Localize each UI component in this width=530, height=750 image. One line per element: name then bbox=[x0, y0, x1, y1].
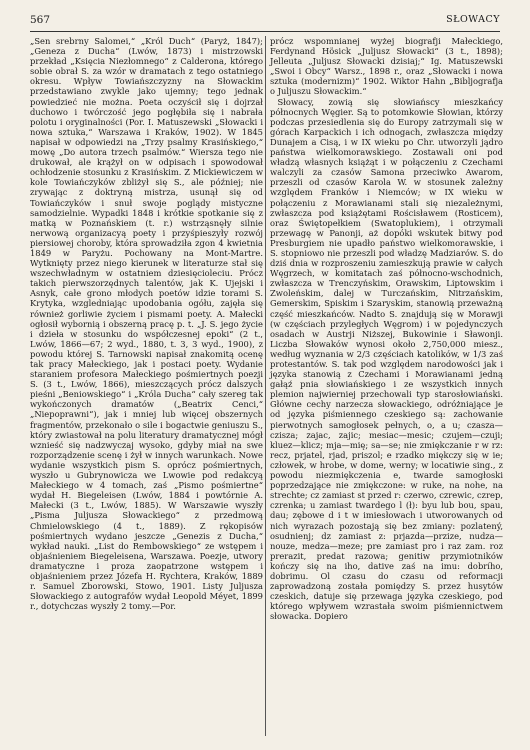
right-column bbox=[270, 36, 503, 621]
page-header bbox=[30, 14, 500, 28]
left-column bbox=[30, 36, 263, 611]
running-head: SŁOWACY bbox=[446, 14, 500, 25]
column-divider bbox=[265, 36, 266, 736]
paragraph: „Sen srebrny Salomei,“ „Król Duch“ (Paryż, 1847); „Geneza z Ducha“ (Lwów, 1873) i mistrzowski przekład „Księcia Niezłomnego“ z Calderona, którego sobie obrał S. za wzór w dramatach z tego ostatniego okresu. Wpływ Towiańszczyzny na Słowackim przedstawiano zwykle jako ujemny; tego jednak powiedzieć nie można. Poeta oczyścił się i dojrzał duchowo i twórczość jego pogłębiła się i nabrała polotu i oryginalności (Por. I. Matuszewski „Słowacki i nowa sztuka,“ Warszawa i Kraków, 1902). W 1845 napisał w odpowiedzi na „Trzy psalmy Krasińskiego,“ mowę „Do autora trzech psalmów.“ Wiersza tego nie drukował, ale krążył on w odpisach i spowodował ochłodzenie stosunku z Krasińskim. Z Mickiewiczem w kole Towiańczyków zbliżył się S., ale później; nie zrywając z doktryną mistrza, usunął się od Towiańczyków i snuł swoje poglądy mistyczne samodzielnie. Wypadki 1848 i krótkie spotkanie się z matką w Poznańskiem (t. r.) wstrząsnęły silnie nerwową organizacyą poety i przyśpieszyły rozwój piersiowej choroby, która sprowadziła zgon 4 kwietnia 1849 w Paryżu. Pochowany na Mont-Martre. Wytknięty przez niego kierunek w literaturze stał się wszechwładnym w ostatniem dziesięcioleciu. Prócz takich pierwszorzędnych talentów, jak K. Ujejski i Asnyk, całe grono młodych poetów idzie torami S. Krytyka, wzgledniając upodobania ogółu, zajęła się również gorliwie życiem i pismami poety. A. Małecki ogłosił wybornią i obszerną pracę p. t. „J. S. jego życie i dzieła w stosunku do współczesnej epoki“ (2 t., Lwów, 1866—67; 2 wyd., 1880, t. 3, 3 wyd., 1900), z powodu której S. Tarnowski napisał znakomitą ocenę tak pracy Małeckiego, jak i postaci poety. Wydanie staraniem profesora Małeckiego pośmiertnych poezji S. (3 t., Lwów, 1866), mieszczących prócz dalszych pieśni „Beniowskiego“ i „Króla Ducha“ cały szereg tak wykończonych dramatów („Beatrix Cenci,“ „Niepoprawni“), jak i mniej lub więcej obszernych fragmentów, przekonało o sile i bogactwie geniuszu S., który zwiastował na polu literatury dramatycznej mógł wznieść się nadzwyczaj wysoko, gdyby miał na swe rozporządzenie scenę i żył w innych warunkach. Nowe wydanie wszystkich pism S. oprócz pośmiertnych, wyszło u Gubrynowicza we Lwowie pod redakcyą Małeckiego w 4 tomach, zaś „Pismo pośmiertne“ wydał H. Biegeleisen (Lwów, 1884 i powtórnie A. Małecki (3 t., Lwów, 1885). W Warszawie wyszły „Pisma Juljusza Słowackiego“ z przedmową Chmielowskiego (4 t., 1889). Z rękopisów pośmiertnych wydano jeszcze „Genezis z Ducha,“ wykład nauki. „List do Rembowskiego“ ze wstępem i objaśnieniem Biegeleisena, Warszawa. Poezje, utwory dramatyczne i proza zaopatrzone wstępem i objaśnieniem przez Józefa H. Rychtera, Kraków, 1889 r. Samuel Zborowski, Stowo, 1901. Listy Juljusza Słowackiego z autografów wydał Leopold Méyet, 1899 r., dotychczas wyszły 2 tomy.—Por. bbox=[30, 36, 263, 612]
header-rule bbox=[30, 31, 500, 32]
paragraph: prócz wspomnianej wyżej biografji Małeckiego, Ferdynand Hösick „Juljusz Słowacki“ (3 t., 1898); Jelleuta „Juljusz Słowacki dzisiaj;“ Ig. Matuszewski „Swoi i Obcy“ Warsz., 1898 r., oraz „Słowacki i nowa sztuka (modernizm)“ 1902. Wiktor Hahn „Bibljografja o Juljuszu Słowackim.“ bbox=[270, 36, 503, 97]
page-number: 567 bbox=[30, 14, 51, 26]
paragraph: Słowacy, zowią się słowiańscy mieszkańcy północnych Węgier. Są to potomkowie Słowian, którzy podczas przesiedlenia się do Europy zatrzymali się w górach Karpackich i ich odnogach, zwłaszcza między Dunajem a Cisą, i w IX wieku po Chr. utworzyli jądro państwa wielkomorawskiego. Zostawali oni pod władzą własnych książąt i w połączeniu z Czechami walczyli za czasów Samona przeciwko Awarom, przeszli od czasów Karola W. w stosunek zależny względem Franków i Niemców; w IX wieku w połączeniu z Morawianami stali się niezależnymi, zwłaszcza pod książętami Rościsławem (Rosticem), oraz Świętopełkiem (Swatoplukiem), i otrzymali przewagę w Panonji, aż dopóki wskutek bitwy pod Presburgiem nie upadło państwo wielkomorawskie, i S. stopniowo nie przeszli pod władzę Madziarów. S. do dziś dnia w rozproszeniu zamieszkują prawie w całych Węgrzech, w komitatach zaś północno-wschodnich, zwłaszcza w Trenczyńskim, Orawskim, Liptowskim i Zwoleńskim, dalej w Turczańskim, Nitrzańskim, Gemerskim, Spiskim i Szaryskim, stanowią przeważną część mieszkańców. Nadto S. znajdują się w Morawji (w częściach przyległych Węgrom) i w pojedynczych osadach w Austrji Niższej, Bukowinie i Sławonji. Liczba Słowaków wynosi około 2,750,000 miesz., według wyznania w 2/3 częściach katolików, w 1/3 zaś protestantów. S. tak pod względem narodowości jak i języka stanowią z Czechami i Morawianami jedną gałąź pnia słowiańskiego i ze wszystkich innych plemion najwierniej przechowali typ starosłowiański. Główne cechy narzecza słowackiego, odróżniające je od języka piśmiennego czeskiego są: zachowanie pierwotnych samogłosek pełnych, o, a u; czasza—czisza; zajac, zajic; mesiac—mesic; czujem—czuji; kluez—klicz; mja—mię; sa—se; nie zmiękczanie r w rz: recz, prjatel, rjad, priszol; e rzadko miękczy się w ie; człowek, w hrobe, w dome, werny; w locatiwie sing., z powodu niezmiękczenia e, twarde samogłoski poprzedzające nie zmiękczone: w ruke, na nohe, na strechte; cz zamiast st przed r: czerwo, czrewic, czrep, czrenka; u zamiast twardego l (ł): byu lub bou, spau, dau; zębowe d i t w imiesłowach i utworowanych od nich wyrazach pozostają się bez zmiany: pozlatený, osudnienj; dz zamiast z: prjazda—przize, nudza—nouze, medza—meze; pre zamiast pro i raz zam. roz prerazit, predat razowa; genitiw przymiotników kończy się na iho, dative zaś na imu: dobrího, dobrimu. Ol czasu do czasu od reformacji zaprowadzoną została pomiędzy S. przez husytów czeskich, datuje się przewaga języka czeskiego, pod którego wpływem wzrastała swoim piśmiennictwem słowacka. Dopiero bbox=[270, 96, 503, 622]
